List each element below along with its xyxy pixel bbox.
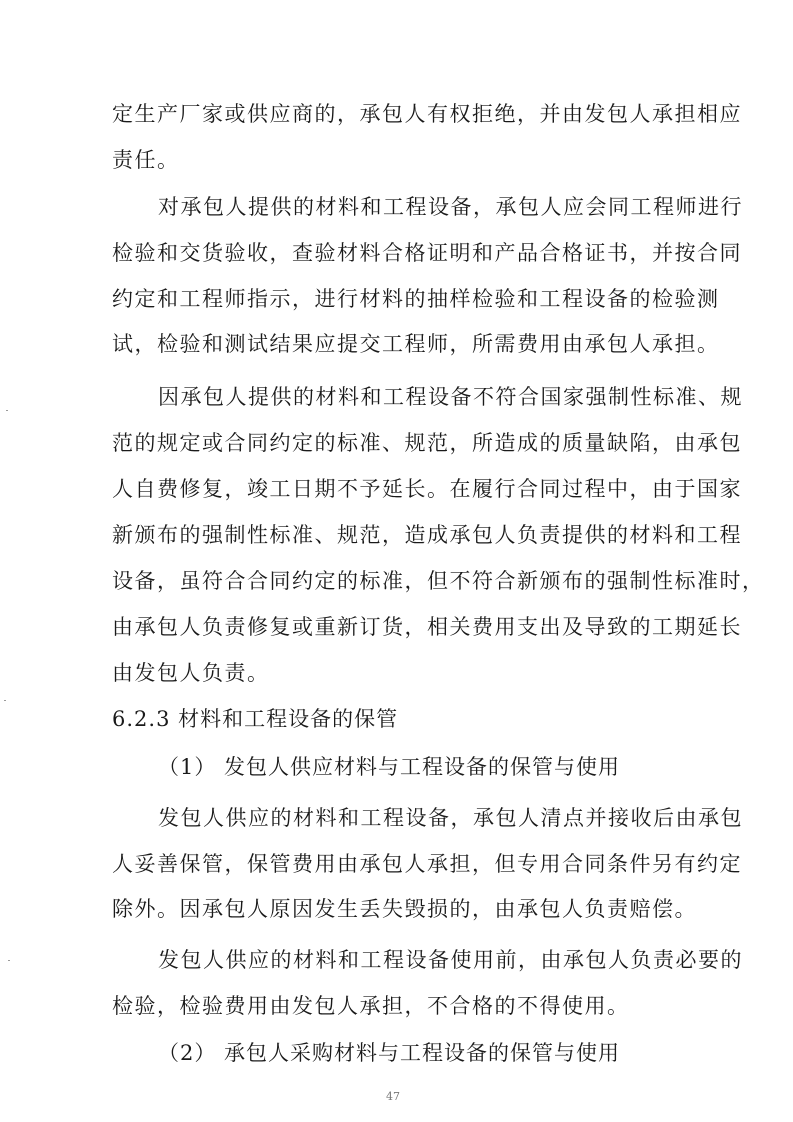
scan-speck <box>6 410 8 411</box>
paragraph-line: 因承包人提供的材料和工程设备不符合国家强制性标准、规 <box>158 385 743 409</box>
paragraph-line: 由发包人负责。 <box>112 661 270 685</box>
paragraph-line: 发包人供应的材料和工程设备，承包人清点并接收后由承包 <box>158 806 743 830</box>
paragraph-line: 检验和交货验收，查验材料合格证明和产品合格证书，并按合同 <box>112 241 742 265</box>
page-number: 47 <box>386 1090 400 1103</box>
paragraph-line: 发包人供应的材料和工程设备使用前，由承包人负责必要的 <box>158 948 743 972</box>
subsection-title: （2） 承包人采购材料与工程设备的保管与使用 <box>158 1041 621 1065</box>
paragraph-line: 除外。因承包人原因发生丢失毁损的，由承包人负责赔偿。 <box>112 897 697 921</box>
paragraph-line: 人自费修复，竣工日期不予延长。在履行合同过程中，由于国家 <box>112 477 742 501</box>
paragraph-line: 新颁布的强制性标准、规范，造成承包人负责提供的材料和工程 <box>112 523 742 547</box>
paragraph-line: 试，检验和测试结果应提交工程师，所需费用由承包人承担。 <box>112 332 720 356</box>
paragraph-line: 约定和工程师指示，进行材料的抽样检验和工程设备的检验测 <box>112 287 720 311</box>
paragraph-line: 检验，检验费用由发包人承担，不合格的不得使用。 <box>112 994 630 1018</box>
section-heading: 6.2.3 材料和工程设备的保管 <box>112 707 399 731</box>
paragraph-line: 人妥善保管，保管费用由承包人承担，但专用合同条件另有约定 <box>112 852 742 876</box>
subsection-title: （1） 发包人供应材料与工程设备的保管与使用 <box>158 755 621 779</box>
paragraph-line: 定生产厂家或供应商的，承包人有权拒绝，并由发包人承担相应 <box>112 102 742 126</box>
paragraph-line: 对承包人提供的材料和工程设备，承包人应会同工程师进行 <box>158 195 743 219</box>
scan-speck <box>8 960 10 961</box>
paragraph-line: 设备，虽符合合同约定的标准，但不符合新颁布的强制性标准时， <box>112 569 765 593</box>
paragraph-line: 责任。 <box>112 148 180 172</box>
paragraph-line: 由承包人负责修复或重新订货，相关费用支出及导致的工期延长 <box>112 615 742 639</box>
scan-speck <box>4 700 6 701</box>
paragraph-line: 范的规定或合同约定的标准、规范，所造成的质量缺陷，由承包 <box>112 431 742 455</box>
